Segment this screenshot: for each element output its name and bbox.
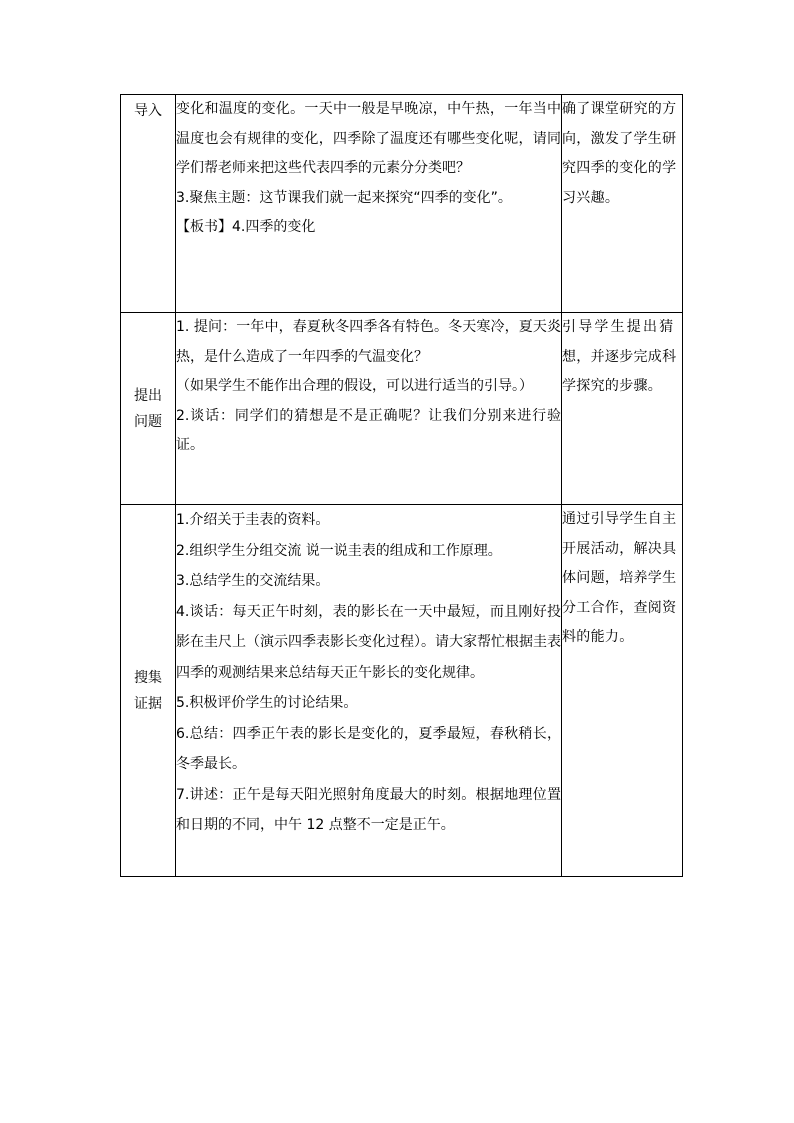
content-paragraph: 3.聚焦主题：这节课我们就一起来探究“四季的变化”。 [176, 189, 512, 206]
content-cell-intro [176, 95, 562, 313]
table-row-evidence [121, 505, 683, 877]
intent-cell-intro [562, 95, 683, 313]
stage-cell-question [121, 313, 176, 505]
intent-text: 确了课堂研究的方向，激发了学生研究四季的变化的学习兴趣。 [562, 101, 677, 206]
content-paragraph: 6.总结：四季正午表的影长是变化的，夏季最短，春秋稍长，冬季最长。 [176, 725, 561, 772]
content-paragraph: 1.介绍关于圭表的资料。 [176, 512, 330, 528]
stage-label-line: 问题 [134, 413, 162, 430]
lesson-plan-table [120, 94, 683, 877]
content-paragraph: 1. 提问：一年中，春夏秋冬四季各有特色。冬天寒冷，夏天炎热，是什么造成了一年四季的气温变化？ [176, 319, 561, 365]
intent-text-lead: 引导学生提出 [562, 319, 660, 335]
content-cell-evidence [176, 505, 562, 877]
content-paragraph: 5.积极评价学生的讨论结果。 [176, 695, 358, 711]
stage-cell-evidence [121, 505, 176, 877]
intent-text [562, 313, 682, 402]
intent-cell-question [562, 313, 683, 505]
intent-text-rest: 猜想，并逐步完成科学探究的步骤。 [562, 319, 677, 394]
stage-cell-intro [121, 95, 176, 313]
intent-cell-evidence [562, 505, 683, 877]
intent-text: 通过引导学生自主开展活动，解决具体问题，培养学生分工合作，查阅资料的能力。 [562, 511, 677, 645]
stage-label-line: 证据 [134, 695, 162, 712]
stage-label: 导入 [134, 103, 162, 119]
content-paragraph: 2.组织学生分组交流 说一说圭表的组成和工作原理。 [176, 542, 502, 559]
content-paragraph: （如果学生不能作出合理的假设，可以进行适当的引导。） [176, 378, 533, 394]
content-paragraph: 3.总结学生的交流结果。 [176, 573, 330, 589]
content-paragraph: 4.谈话：每天正午时刻，表的影长在一天中最短，而且刚好投影在圭尺上（演示四季表影长变化过程）。请大家帮忙根据圭表四季的观测结果来总结每天正午影长的变化规律。 [176, 603, 561, 681]
table-row-intro [121, 95, 683, 313]
stage-label-line: 搜集 [134, 669, 162, 686]
content-paragraph: 7.讲述：正午是每天阳光照射角度最大的时刻。根据地理位置和日期的不同，中午 12 点整不一定是正午。 [176, 786, 561, 833]
table-row-question [121, 313, 683, 505]
content-cell-question [176, 313, 562, 505]
content-paragraph: 变化和温度的变化。一天中一般是早晚凉，中午热，一年当中温度也会有规律的变化，四季除了温度还有哪些变化呢，请同学们帮老师来把这些代表四季的元素分分类吧？ [176, 101, 561, 176]
content-paragraph: 2.谈话：同学们的猜想是不是正确呢？让我们分别来进行验证。 [176, 407, 561, 453]
stage-label-line: 提出 [134, 387, 162, 404]
content-paragraph-board: 【板书】4.四季的变化 [176, 219, 316, 235]
